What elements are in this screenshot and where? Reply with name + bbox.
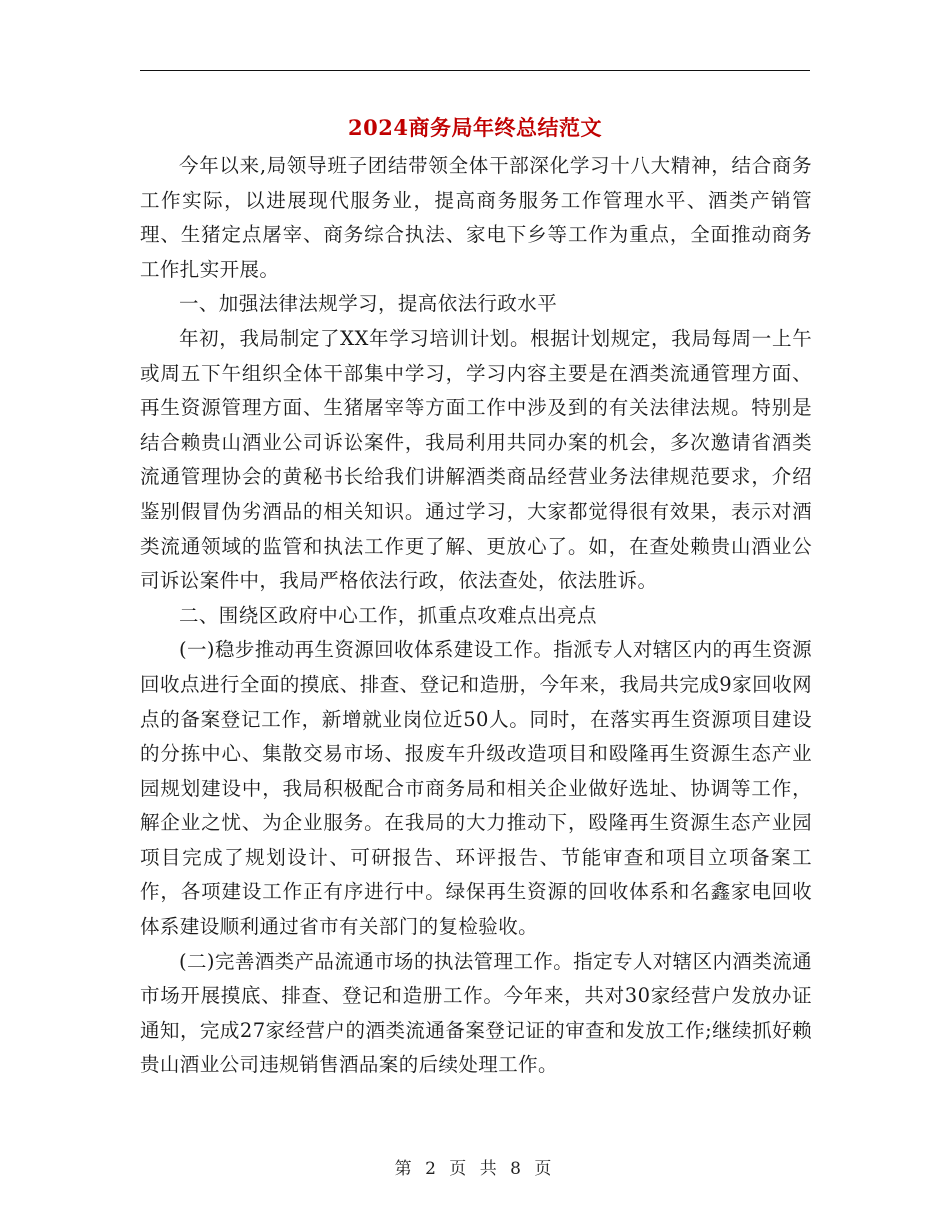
document-body <box>140 149 812 1083</box>
header-rule <box>140 70 810 71</box>
paragraph-subsection-1: (一)稳步推动再生资源回收体系建设工作。指派专人对辖区内的再生资源回收点进行全面的摸底、排查、登记和造册，今年来，我局共完成9家回收网点的备案登记工作，新增就业岗位近50人。同时，在落实再生资源项目建设的分拣中心、集散交易市场、报废车升级改造项目和殴隆再生资源生态产业园规划建设中，我局积极配合市商务局和相关企业做好选址、协调等工作，解企业之忧、为企业服务。在我局的大力推动下，殴隆再生资源生态产业园项目完成了规划设计、可研报告、环评报告、节能审查和项目立项备案工作，各项建设工作正有序进行中。绿保再生资源的回收体系和名鑫家电回收体系建设顺利通过省市有关部门的复检验收。 <box>140 638 812 939</box>
section-heading-1: 一、加强法律法规学习，提高依法行政水平 <box>179 292 558 316</box>
page-number: 第 2 页 共 8 页 <box>394 1159 556 1179</box>
document-title: 2024商务局年终总结范文 <box>348 115 602 140</box>
paragraph-intro: 今年以来,局领导班子团结带领全体干部深化学习十八大精神，结合商务工作实际，以进展现代服务业，提高商务服务工作管理水平、酒类产销管理、生猪定点屠宰、商务综合执法、家电下乡等工作为重点，全面推动商务工作扎实开展。 <box>140 154 812 281</box>
paragraph-section-1: 年初，我局制定了XX年学习培训计划。根据计划规定，我局每周一上午或周五下午组织全体干部集中学习，学习内容主要是在酒类流通管理方面、再生资源管理方面、生猪屠宰等方面工作中涉及到的有关法律法规。特别是结合赖贵山酒业公司诉讼案件，我局利用共同办案的机会，多次邀请省酒类流通管理协会的黄秘书长给我们讲解酒类商品经营业务法律规范要求，介绍鉴别假冒伪劣酒品的相关知识。通过学习，大家都觉得很有效果，表示对酒类流通领域的监管和执法工作更了解、更放心了。如，在查处赖贵山酒业公司诉讼案件中，我局严格依法行政，依法查处，依法胜诉。 <box>140 326 812 593</box>
paragraph-subsection-2: (二)完善酒类产品流通市场的执法管理工作。指定专人对辖区内酒类流通市场开展摸底、排查、登记和造册工作。今年来，共对30家经营户发放办证通知，完成27家经营户的酒类流通备案登记证的审查和发放工作;继续抓好赖贵山酒业公司违规销售酒品案的后续处理工作。 <box>140 949 812 1077</box>
section-heading-2: 二、围绕区政府中心工作，抓重点攻难点出亮点 <box>179 603 597 627</box>
